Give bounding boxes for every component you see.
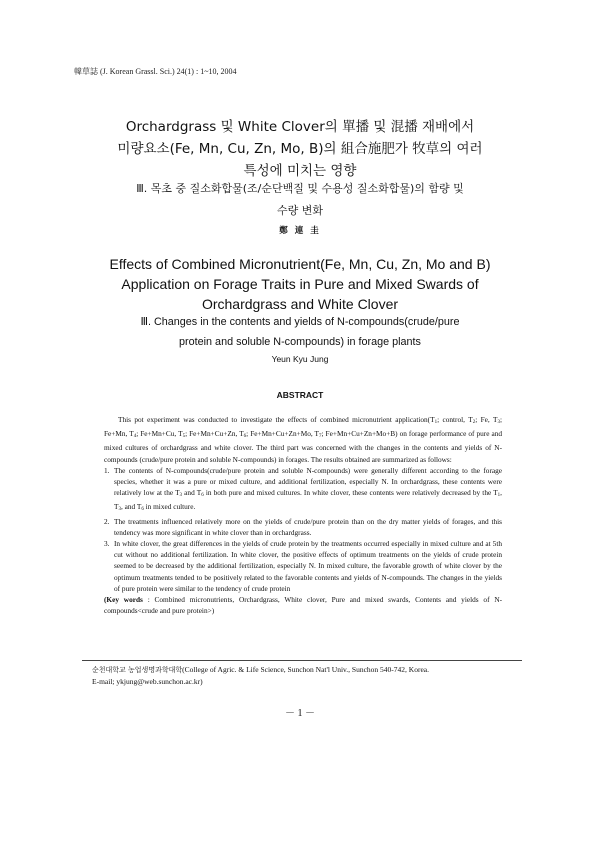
korean-title-line-3: 특성에 미치는 영향 bbox=[243, 163, 357, 179]
english-subtitle-line-2: protein and soluble N-compounds) in forage plants bbox=[179, 336, 421, 348]
english-author: Yeun Kyu Jung bbox=[271, 354, 329, 364]
korean-subtitle-line-2: 수량 변화 bbox=[276, 204, 323, 217]
korean-title bbox=[90, 116, 510, 182]
abstract-heading: ABSTRACT bbox=[276, 390, 324, 400]
journal-citation: 韓草誌 (J. Korean Grassl. Sci.) 24(1) : 1~10, 2004 bbox=[74, 67, 237, 76]
english-subtitle-line-1: Ⅲ. Changes in the contents and yields of N-compounds(crude/pure bbox=[140, 316, 460, 328]
abstract-body bbox=[104, 414, 502, 616]
affiliation-korean: 순천대학교 농업생명과학대학 bbox=[92, 666, 183, 674]
abstract-intro: This pot experiment was conducted to investigate the effects of combined micronutrient $application(T_1$; control, $T_2$; Fe, $T_3$; Fe+Mn, $T_4$; Fe+Mn+Cu, $T_5$; Fe+Mn+Cu+Zn, $T_6$; Fe+Mn+Cu+Zn+Mo, $T_7$; Fe+Mn+Cu+Zn+Mo+B) on forage performance of pure and mixed cultures of orchardgrass and white clover. The third part was concerned with the changes in the contents and yields of N-compounds (crude/pure protein and soluble N-compounds) in forages. The results obtained are summarized as follows: bbox=[104, 415, 502, 464]
english-subtitle bbox=[80, 312, 520, 352]
english-title-line-1: Effects of Combined Micronutrient(Fe, Mn, Cu, Zn, Mo and B) bbox=[109, 256, 491, 272]
affiliation-footnote bbox=[92, 664, 512, 688]
korean-subtitle bbox=[90, 178, 510, 222]
keywords: (Key words : Combined micronutrients, Orchardgrass, White clover, Pure and mixed swards, Contents and yields of N-compounds<crude and pure protein>) bbox=[104, 595, 503, 616]
abstract-results-list bbox=[104, 465, 502, 594]
english-title bbox=[80, 254, 520, 314]
list-item: 2. The treatments influenced relatively more on the yields of crude/pure protein than on the dry matter yields of forages, and this tendency was more significant in white clover than in orchardgrass. bbox=[104, 516, 502, 537]
page-number: － 1 － bbox=[285, 708, 315, 719]
list-item: 3. In white clover, the great differences in the yields of crude protein by the treatments occurred especially in mixed culture and at 5th cut without no additional fertilization. In white clover, the positive effects of optimum treatments on the yields of crude protein seemed to be decreased by the additional fertilization, especially N. In mixed culture, the favorable growth of white clover by the optimum treatments tended to be positively related to the favorable contents and yields of N-compounds. The changes in the yields of pure protein were similar to the tendency of crude protein bbox=[104, 539, 502, 593]
affiliation-english: (College of Agric. & Life Science, Sunchon Nat'l Univ., Sunchon 540-742, Korea. bbox=[182, 665, 429, 674]
korean-author: 鄭 連 圭 bbox=[279, 226, 321, 236]
english-title-line-2: Application on Forage Traits in Pure and Mixed Swards of bbox=[121, 276, 479, 292]
list-item: 1. The contents of N-compounds(crude/pure protein and soluble N-compounds) were generally different according to the forage species, whether it was a pure or mixed culture, and additional fertilization, especially N. In orchardgrass, these contents were relatively low at the $T_3$ and $T_6$ in both pure and mixed cultures. In white clover, these contents were relatively decreased by the $T_1$, $T_3$, and $T_6$ in mixed culture. bbox=[104, 465, 502, 513]
korean-title-line-1: Orchardgrass 및 White Clover의 單播 및 混播 재배에서 bbox=[125, 119, 475, 135]
korean-title-line-2: 미량요소(Fe, Mn, Cu, Zn, Mo, B)의 組合施肥가 牧草의 여러 bbox=[117, 141, 483, 157]
footnote-divider bbox=[82, 660, 522, 661]
author-email: E-mail; ykjung@web.sunchon.ac.kr) bbox=[92, 677, 203, 686]
english-title-line-3: Orchardgrass and White Clover bbox=[201, 296, 399, 312]
korean-subtitle-line-1: Ⅲ. 목초 중 질소화합물(조/순단백질 및 수용성 질소화합물)의 함량 및 bbox=[136, 182, 464, 195]
